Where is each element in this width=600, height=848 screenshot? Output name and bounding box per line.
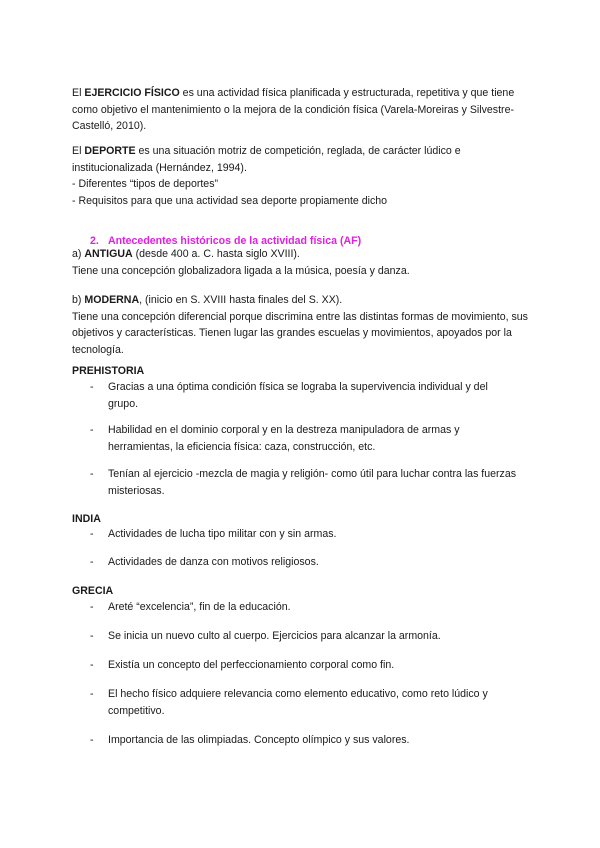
term-antigua: ANTIGUA xyxy=(84,248,133,260)
list-item-text: Areté “excelencia”, fin de la educación. xyxy=(108,601,291,613)
list-item-text: Tenían al ejercicio -mezcla de magia y religión- como útil para luchar contra las fuerzas misteriosas. xyxy=(108,468,517,497)
bullet-dash: - xyxy=(90,601,94,613)
list-item-text: El hecho físico adquiere relevancia como elemento educativo, como reto lúdico y competitivo. xyxy=(108,688,488,717)
list-item-text: Importancia de las olimpiadas. Concepto olímpico y sus valores. xyxy=(108,734,410,746)
bullet-dash: - xyxy=(90,734,94,746)
text-run: El xyxy=(72,145,85,157)
term-deporte: DEPORTE xyxy=(84,145,136,157)
bullet-dash: - xyxy=(90,630,94,642)
ejercicio-paragraph xyxy=(72,85,532,135)
term-ejercicio-fisico: EJERCICIO FÍSICO xyxy=(84,87,180,99)
text-run: es una actividad física planificada y estructurada, repetitiva y que tiene como objetivo el mantenimiento o la mejora de la condición física (Varela-Moreiras y Silvestre-Castelló, 2010). xyxy=(72,87,515,132)
deporte-list-item: - Requisitos para que una actividad sea deporte propiamente dicho xyxy=(72,194,388,207)
section-title-grecia: GRECIA xyxy=(72,585,114,597)
list-item xyxy=(90,526,520,543)
list-item xyxy=(90,554,520,571)
text-run: El xyxy=(72,87,85,99)
moderna-paragraph xyxy=(72,292,532,358)
bullet-dash: - xyxy=(90,659,94,671)
list-item-text: Habilidad en el dominio corporal y en la destreza manipuladora de armas y herramientas, la eficiencia física: caza, construcción, etc. xyxy=(108,424,460,453)
list-item xyxy=(90,379,520,412)
text-run: a) xyxy=(72,248,85,260)
list-item-text: Gracias a una óptima condición física se lograba la supervivencia individual y del grupo. xyxy=(108,381,488,410)
text-run: b) xyxy=(72,294,85,306)
list-item xyxy=(90,422,520,455)
list-item xyxy=(90,686,520,719)
section-title-india: INDIA xyxy=(72,513,101,525)
list-item xyxy=(90,732,520,749)
moderna-description: Tiene una concepción diferencial porque discrimina entre las distintas formas de movimiento, sus objetivos y características. Tienen lugar las grandes escuelas y movimientos, apoyados por la tecnología. xyxy=(72,310,528,356)
text-run: , (inicio en S. XVIII hasta finales del S. XX). xyxy=(139,294,343,306)
list-item xyxy=(90,657,520,674)
bullet-dash: - xyxy=(90,688,94,700)
text-run: (desde 400 a. C. hasta siglo XVIII). xyxy=(132,248,300,260)
list-item-text: Actividades de lucha tipo militar con y sin armas. xyxy=(108,528,337,540)
list-item xyxy=(90,628,520,645)
list-item xyxy=(90,466,520,499)
deporte-paragraph xyxy=(72,143,532,209)
text-run: es una situación motriz de competición, reglada, de carácter lúdico e institucionalizada (Hernández, 1994). xyxy=(72,145,461,174)
section-number: 2. xyxy=(90,235,99,247)
section-title: Antecedentes históricos de la actividad física (AF) xyxy=(108,235,362,247)
section-title-prehistoria: PREHISTORIA xyxy=(72,365,145,377)
bullet-dash: - xyxy=(90,424,94,436)
antigua-paragraph xyxy=(72,246,532,279)
list-item-text: Se inicia un nuevo culto al cuerpo. Ejercicios para alcanzar la armonía. xyxy=(108,630,441,642)
deporte-list-item: - Diferentes “tipos de deportes” xyxy=(72,178,219,190)
list-item xyxy=(90,599,520,616)
antigua-description: Tiene una concepción globalizadora ligada a la música, poesía y danza. xyxy=(72,264,410,277)
bullet-dash: - xyxy=(90,381,94,393)
list-item-text: Actividades de danza con motivos religiosos. xyxy=(108,556,319,568)
list-item-text: Existía un concepto del perfeccionamiento corporal como fin. xyxy=(108,659,395,671)
term-moderna: MODERNA xyxy=(84,294,140,306)
bullet-dash: - xyxy=(90,528,94,540)
bullet-dash: - xyxy=(90,468,94,480)
bullet-dash: - xyxy=(90,556,94,568)
